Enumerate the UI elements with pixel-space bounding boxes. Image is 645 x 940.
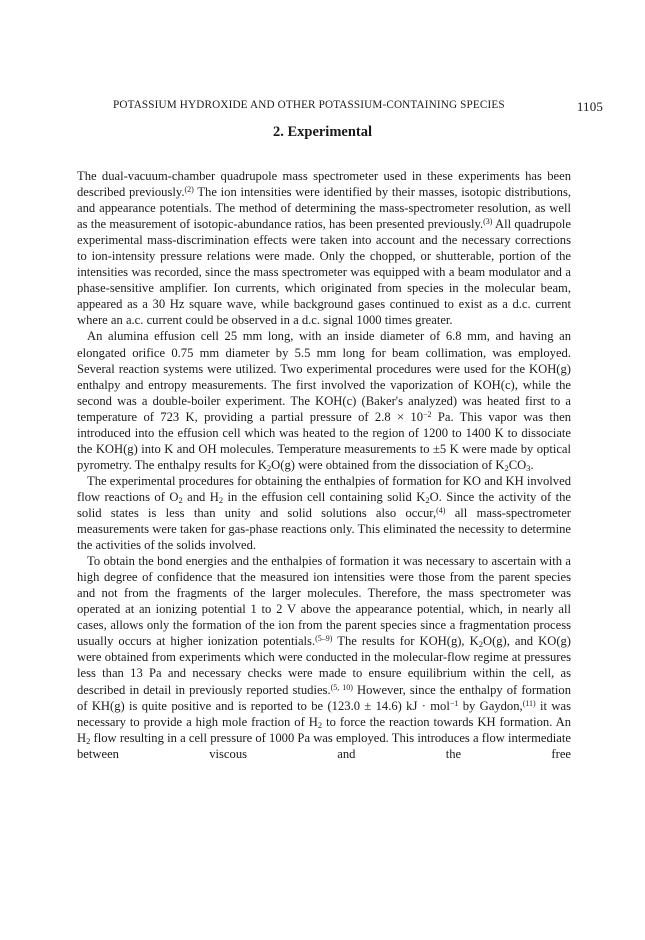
text-run: and H <box>182 489 219 504</box>
exponent: −1 <box>449 698 459 708</box>
subscript: 2 <box>178 494 183 505</box>
text-run: The results for KOH(g), K <box>332 634 479 649</box>
text-run: CO <box>508 457 527 472</box>
running-head <box>113 99 603 114</box>
text-run: To obtain the bond energies and the enthalpies of formation it was necessary to ascertain with a high degree of confidence that the measured ion intensities were those from the parent species and not from the fragments of the larger molecules. Therefore, the mass spectrometer was operated at an ionizing potential 1 to 2 V above the appearance potential, which, in nearly all cases, allows only the formation of the ion from the parent species since a fragmentation process usually occurs at higher ionization potentials. <box>77 554 571 649</box>
citation-ref: (11) <box>522 698 536 708</box>
exponent: −2 <box>423 409 432 419</box>
page-number: 1105 <box>576 99 603 114</box>
subscript: 2 <box>317 719 323 730</box>
text-run: by Gaydon, <box>458 698 523 713</box>
subscript: 2 <box>86 735 91 746</box>
subscript: 2 <box>504 462 509 473</box>
text-run: O. Since the activity of the solid states is less than unity and solid solutions also occur, <box>77 489 572 520</box>
paragraph-1 <box>77 168 571 328</box>
section-heading: 2. Experimental <box>272 124 373 140</box>
subscript: 2 <box>478 639 483 650</box>
citation-ref: (5–9) <box>315 634 333 644</box>
subscript: 2 <box>266 462 272 473</box>
text-run: Pa. This vapor was then introduced into the effusion cell which was heated to the region of 1200 to 1400 K to dissociate the KOH(g) into K and OH molecules. Temperature measurements to ±5 K were made by optical pyrometry. The enthalpy results for K <box>77 409 572 472</box>
text-run: However, since the enthalpy of formation of KH(g) is quite positive and is reported to be (123.0 ± 14.6) kJ · mol <box>77 682 572 713</box>
paragraph-2 <box>77 328 571 472</box>
text-run: The experimental procedures for obtaining the enthalpies of formation for KO and KH involved flow reactions of O <box>77 473 571 504</box>
citation-ref: (4) <box>436 505 446 515</box>
text-run: O(g), and KO(g) were obtained from experiments which were conducted in the molecular-flow regime at pressures less than 13 Pa and necessary checks were made to ensure equilibrium within the cell, as described in detail in previously reported studies. <box>77 634 572 697</box>
text-run: to force the reaction towards KH formation. An H <box>77 714 572 745</box>
text-run: The ion intensities were identified by their masses, isotopic distributions, and appearance potentials. The method of determining the mass-spectrometer resolution, as well as the measurement of isotopic-abundance ratios, has been presented previously. <box>77 185 571 232</box>
subscript: 2 <box>218 494 224 505</box>
text-run: O(g) were obtained from the dissociation of K <box>271 457 505 472</box>
text-run: The dual-vacuum-chamber quadrupole mass spectrometer used in these experiments has been described previously. <box>77 169 571 200</box>
subscript: 3 <box>526 462 531 473</box>
citation-ref: (5, 10) <box>330 682 353 692</box>
running-title: POTASSIUM HYDROXIDE AND OTHER POTASSIUM-CONTAINING SPECIES <box>113 99 505 111</box>
article-body <box>77 168 571 762</box>
paragraph-3 <box>77 473 571 553</box>
text-run: all mass-spectrometer measurements were taken for gas-phase reactions only. This eliminated the necessity to determine the activities of the solids involved. <box>77 505 571 553</box>
text-run: flow resulting in a cell pressure of 1000 Pa was employed. This introduces a flow intermediate between viscous and the free <box>77 730 571 761</box>
text-run: . <box>530 457 534 472</box>
text-run: in the effusion cell containing solid K <box>223 489 426 504</box>
citation-ref: (2) <box>184 185 194 195</box>
citation-ref: (3) <box>483 217 493 227</box>
paragraph-4 <box>77 553 571 762</box>
subscript: 2 <box>425 494 430 505</box>
text-run: All quadrupole experimental mass-discrimination effects were taken into account and the necessary corrections to ion-intensity pressure relations were made. Only the chopped, or shutterable, portion of the intensities was recorded, since the mass spectrometer was equipped with a beam modulator and a phase-sensitive amplifier. Ion currents, which originated from species in the molecular beam, appeared as a 30 Hz square wave, while background gases continued to exist as a d.c. current where an a.c. current could be observed in a d.c. signal 1000 times greater. <box>77 217 571 328</box>
text-run: An alumina effusion cell 25 mm long, with an inside diameter of 6.8 mm, and having an elongated orifice 0.75 mm diameter by 5.5 mm long for beam collimation, was employed. Several reaction systems were utilized. Two experimental procedures were used for the KOH(g) enthalpy and entropy measurements. The first involved the vaporization of KOH(c), while the second was a double-boiler experiment. The KOH(c) (Baker's analyzed) was heated first to a temperature of 723 K, providing a partial pressure of 2.8 × 10 <box>77 329 571 424</box>
text-run: it was necessary to provide a high mole fraction of H <box>77 698 571 729</box>
